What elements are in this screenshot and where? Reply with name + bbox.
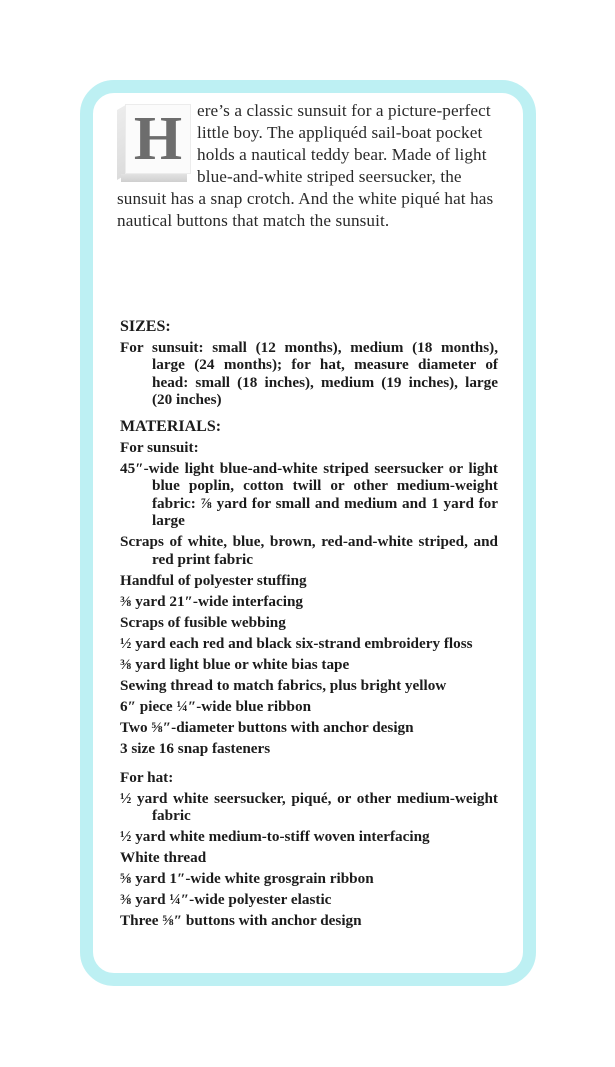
drop-cap-block [117,104,191,178]
hat-subheading: For hat: [120,768,174,786]
sunsuit-material-item: Two ⅝″-diameter buttons with anchor design [120,718,414,736]
sunsuit-material-item: Sewing thread to match fabrics, plus bright yellow [120,676,447,694]
hat-material-item: Three ⅝″ buttons with anchor design [120,912,362,929]
sunsuit-material-item: 6″ piece ¼″-wide blue ribbon [120,697,312,715]
sunsuit-material-item: ½ yard each red and black six-strand embroidery floss [120,634,473,652]
sunsuit-material-item: Handful of polyester stuffing [120,571,307,589]
intro-text: ere’s a classic sunsuit for a picture-perfect little boy. The appliquéd sail-boat pocket holds a nautical teddy bear. Made of light blue-and-white striped seersucker, the sunsuit has a snap crotch. And the white piqué hat has nautical buttons that match the sunsuit. [117,101,494,230]
hat-material-item: ⅝ yard 1″-wide white grosgrain ribbon [120,870,374,887]
drop-cap-letter: H [125,104,191,174]
sunsuit-material-item: Scraps of white, blue, brown, red-and-white striped, and red print fabric [120,533,498,568]
sunsuit-material-item: Scraps of fusible webbing [120,613,286,631]
hat-material-item: ⅜ yard ¼″-wide polyester elastic [120,891,332,908]
intro-paragraph [117,100,507,232]
materials-heading: MATERIALS: [120,418,222,435]
sunsuit-material-item: 3 size 16 snap fasteners [120,739,271,757]
hat-material-item: ½ yard white seersucker, piqué, or other medium-weight fabric [120,789,498,824]
hat-material-item: ½ yard white medium-to-stiff woven interfacing [120,828,430,845]
sunsuit-subheading: For sunsuit: [120,438,199,456]
sunsuit-material-item: ⅜ yard 21″-wide interfacing [120,592,304,610]
sizes-heading: SIZES: [120,318,171,335]
drop-cap-cube-bottom [121,174,187,182]
sizes-item: For sunsuit: small (12 months), medium (18 months), large (24 months); for hat, measure diameter of head: small (18 inches), medium (19 inches), large (20 inches) [120,338,498,408]
sunsuit-material-item: ⅜ yard light blue or white bias tape [120,655,350,673]
hat-material-item: White thread [120,849,207,866]
sunsuit-material-item: 45″-wide light blue-and-white striped seersucker or light blue poplin, cotton twill or other medium-weight fabric: ⅞ yard for small and medium and 1 yard for large [120,459,498,529]
pattern-lists [120,318,498,933]
